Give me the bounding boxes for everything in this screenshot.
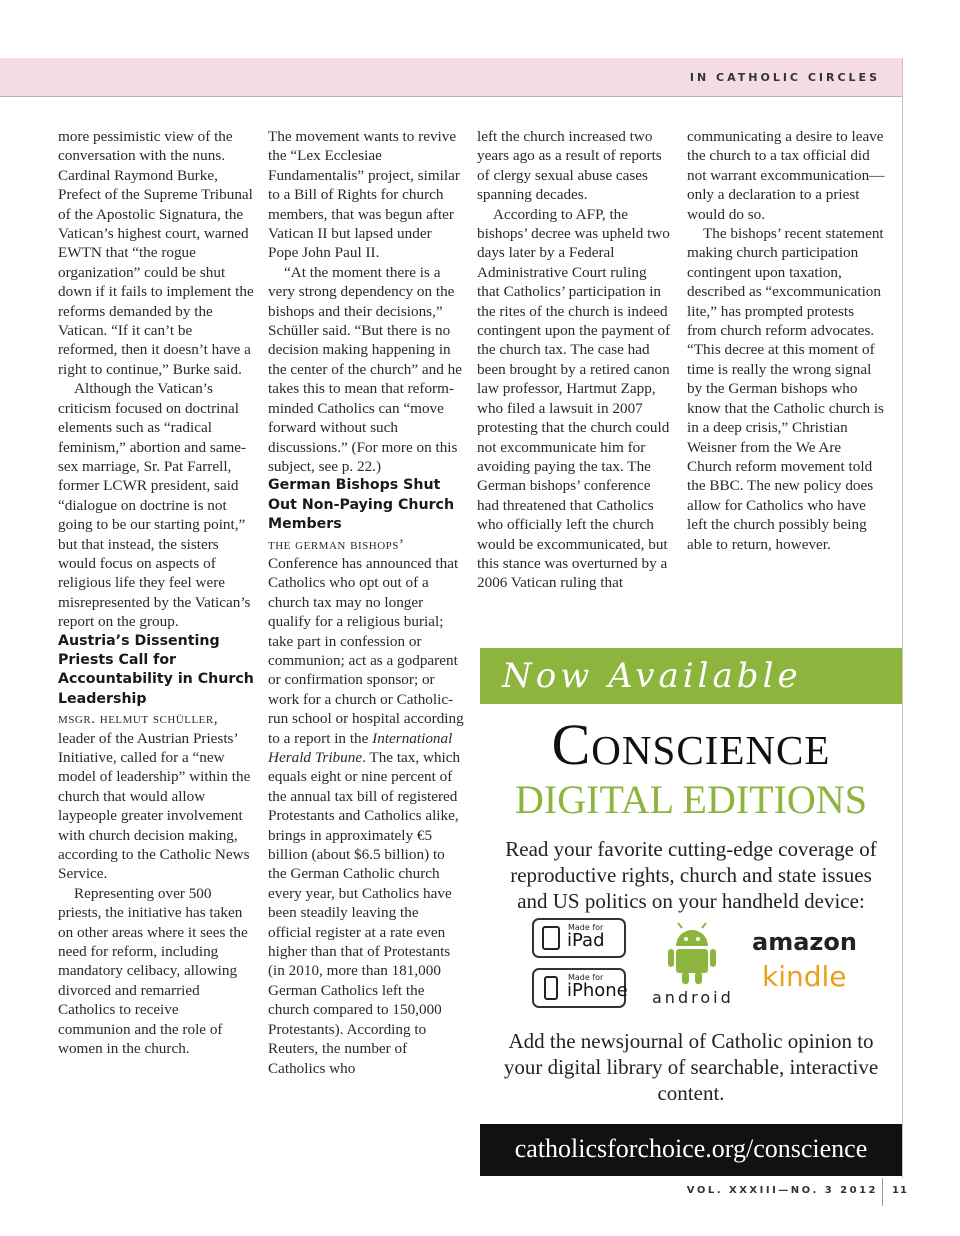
badge-big-text: iPhone [567, 980, 628, 1001]
paragraph [268, 535, 464, 1078]
ad-subtitle: DIGITAL EDITIONS [515, 777, 867, 822]
paragraph: communicating a desire to leave the church to a tax official did not warrant excommunication—only a declaration to a priest would do so. [687, 128, 885, 223]
ad-title: Conscience [551, 712, 831, 777]
paragraph-text: leader of the Austrian Priests’ Initiative, called for a “new model of leadership” within the church that would allow laypeople greater involvement with church decision making, according to the Catholic News Service. [58, 729, 251, 883]
amazon-wordmark: amazon [752, 928, 857, 956]
ad-description: Read your favorite cutting-edge coverage of reproductive rights, church and state issues and US politics on your handheld device: [505, 837, 877, 913]
paragraph-text: Conference has announced that Catholics who opt out of a church tax may no longer qualify for a religious burial; take part in confession or communion; act as a godparent or confirmation sponsor; or work for a church or Catholic-run school or hospital according to a report in the [268, 554, 464, 747]
ad-banner: Now Available [480, 648, 902, 704]
column-3 [477, 127, 673, 593]
column-1 [58, 127, 254, 1059]
ad-url-link[interactable]: catholicsforchoice.org/conscience [480, 1124, 902, 1176]
conscience-ad [480, 648, 902, 1176]
issue-info: VOL. XXXIII—NO. 3 2012 [686, 1185, 878, 1196]
paragraph-text: . The tax, which equals eight or nine percent of the annual tax bill of registered Protestants and Catholics alike, brings in approximately €5 billion (about $6.5 billion) to the German Catholic church every year, but Catholics have been steadily leaving the official register at a rate even higher than that of Protestants (in 2010, more than 181,000 German Catholics left the church compared to 150,000 Protestants). According to Reuters, the number of Catholics who [268, 749, 461, 1077]
paragraph [58, 709, 254, 884]
paragraph: left the church increased two years ago as a result of reports of clergy sexual abuse cases spanning decades. [477, 128, 662, 204]
ipad-badge[interactable] [532, 918, 626, 958]
platform-logos [480, 916, 902, 1016]
paragraph: The movement wants to revive the “Lex Ecclesiae Fundamentalis” project, similar to a Bill of Rights for church members, that was begun after Vatican II but lapsed under Pope John Paul II. [268, 128, 460, 262]
column-2 [268, 127, 464, 1078]
lead-in: msgr. helmut schüller, [58, 710, 219, 728]
iphone-icon [544, 976, 558, 1000]
paragraph: “At the moment there is a very strong dependency on the bishops and their decisions,” Schüller said. “But there is no decision making happening in the center of the church” and he takes this to mean that reform-minded Catholics can “move forward without such discussions.” (For more on this subject, see p. 22.) [268, 263, 462, 475]
badge-big-text: iPad [567, 930, 605, 951]
paragraph: Although the Vatican’s criticism focused on doctrinal elements such as “radical feminism,” abortion and same-sex marriage, Sr. Pat Farrell, former LCWR president, said “dialogue on doctrine is not going to be our starting point,” but that instead, the sisters would focus on aspects of religious life they feel were misrepresented by the Vatican’s report on the group. [58, 380, 251, 631]
lead-in: the german bishops’ [268, 535, 405, 553]
ad-description-2: Add the newsjournal of Catholic opinion to your digital library of searchable, interactive content. [503, 1029, 879, 1105]
paragraph: more pessimistic view of the conversation with the nuns. Cardinal Raymond Burke, Prefect of the Supreme Tribunal of the Apostolic Signatura, the Vatican’s highest court, warned EWTN that “the rogue organization” could be shut down if it fails to implement the reforms demanded by the Vatican. “If it can’t be reformed, then it doesn’t have a right to continue,” Burke said. [58, 128, 254, 378]
section-label: IN CATHOLIC CIRCLES [689, 71, 880, 84]
publication-title: International Herald Tribune [268, 729, 453, 766]
paragraph: According to AFP, the bishops’ decree was upheld two days later by a Federal Administrative Court ruling that Catholics’ participation in the rites of the church is indeed contingent upon the payment of the church tax. The case had been brought by a retired canon law professor, Hartmut Zapp, who filed a lawsuit in 2007 protesting that the church could not excommunicate him for avoiding paying the tax. The German bishops’ conference had threatened that Catholics who officially left the church would be excommunicated, but this stance was overturned by a 2006 Vatican ruling that [477, 205, 671, 592]
badge-small-text: Made for [568, 973, 604, 982]
iphone-badge[interactable] [532, 968, 626, 1008]
footer-divider [882, 1178, 883, 1206]
article-heading: Austria’s Dissenting Priests Call for Accountability in Church Leadership [58, 632, 254, 707]
page-number: 11 [892, 1185, 908, 1196]
article-heading: German Bishops Shut Out Non-Paying Church Members [268, 477, 455, 533]
page-edge-rule [902, 58, 903, 1178]
column-4 [687, 127, 887, 554]
paragraph: The bishops’ recent statement making church participation contingent upon taxation, described as “excommunication lite,” has prompted protests from church reform advocates. “This decree at this moment of time is really the wrong signal by the German bishops who know that the Catholic church is in a deep crisis,” Christian Weisner from the We Are Church reform movement told the BBC. The new policy does allow for Catholics who have left the church possibly being able to return, however. [687, 225, 884, 553]
kindle-wordmark[interactable]: kindle [762, 960, 847, 993]
android-wordmark: android [652, 988, 734, 1007]
android-icon[interactable] [666, 922, 718, 986]
ipad-icon [542, 926, 560, 950]
paragraph: Representing over 500 priests, the initiative has taken on other areas where it sees the need for reform, including mandatory celibacy, allowing divorced and remarried Catholics to receive communion and the role of women in the church. [58, 884, 248, 1058]
badge-small-text: Made for [568, 923, 604, 932]
